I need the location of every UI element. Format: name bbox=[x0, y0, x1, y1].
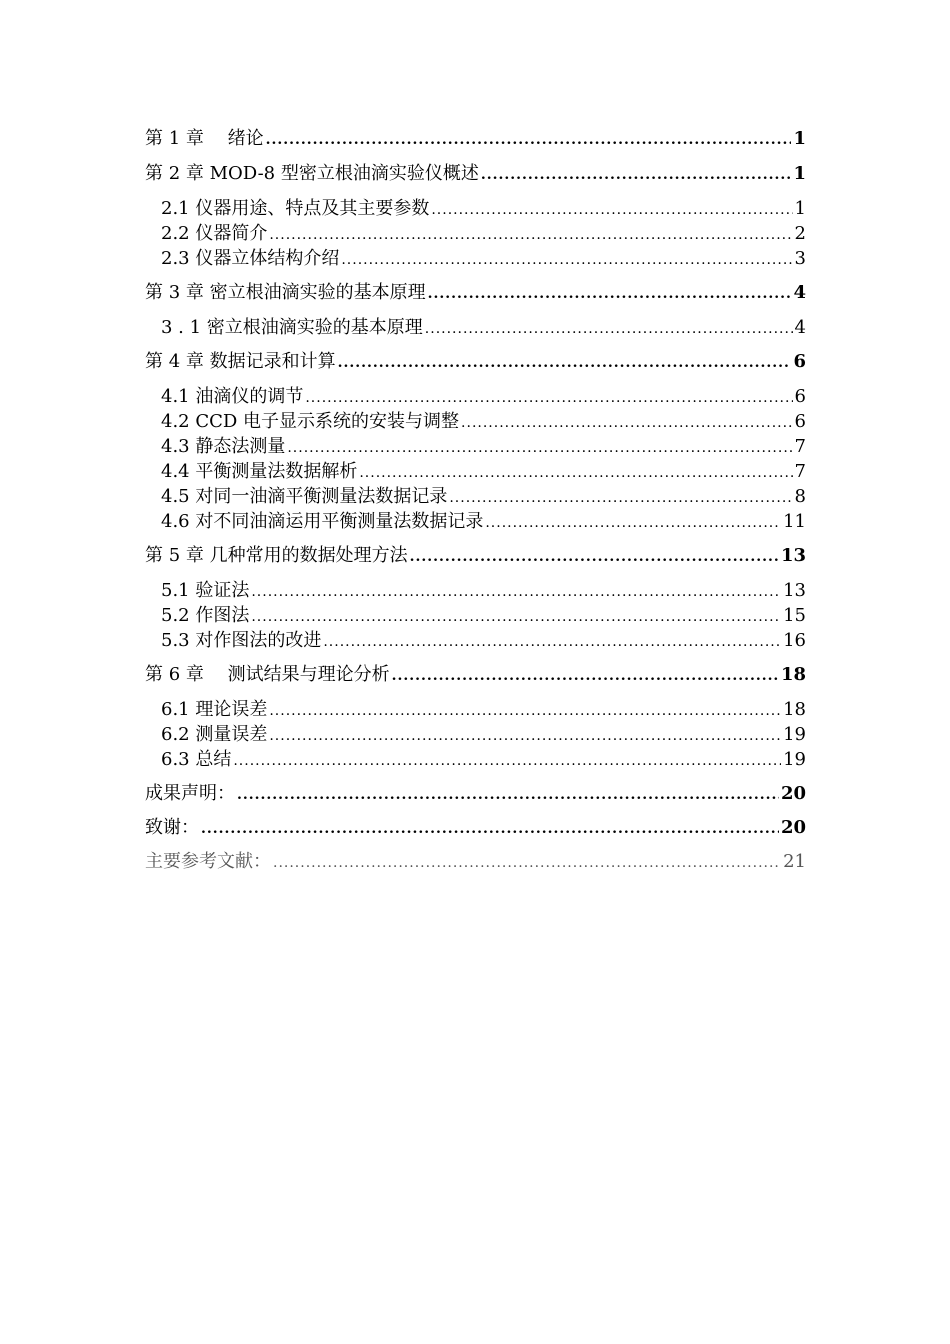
dot-leader bbox=[269, 703, 781, 719]
toc-entry-page: 13 bbox=[780, 545, 806, 566]
dot-leader bbox=[338, 355, 792, 371]
toc-entry-section-3-1[interactable] bbox=[145, 313, 806, 338]
toc-entry-section-4-6[interactable] bbox=[145, 507, 806, 532]
toc-entry-page: 20 bbox=[780, 783, 806, 804]
toc-entry-page: 20 bbox=[780, 817, 806, 838]
toc-entry-chapter-1[interactable] bbox=[145, 124, 806, 149]
toc-entry-page: 8 bbox=[794, 486, 806, 507]
toc-entry-title: 6.1 理论误差 bbox=[161, 699, 268, 720]
toc-entry-page: 18 bbox=[783, 699, 806, 720]
toc-entry-chapter-6[interactable] bbox=[145, 660, 806, 685]
toc-entry-page: 2 bbox=[794, 223, 806, 244]
dot-leader bbox=[305, 390, 792, 406]
toc-entry-page: 4 bbox=[794, 317, 806, 338]
toc-entry-section-4-2[interactable] bbox=[145, 407, 806, 432]
toc-entry-page: 6 bbox=[794, 411, 806, 432]
toc-entry-chapter-4[interactable] bbox=[145, 347, 806, 372]
toc-entry-title: 第 3 章 密立根油滴实验的基本原理 bbox=[145, 282, 426, 303]
toc-entry-page: 6 bbox=[794, 386, 806, 407]
dot-leader bbox=[251, 584, 781, 600]
dot-leader bbox=[485, 515, 781, 531]
toc-entry-page: 13 bbox=[783, 580, 806, 601]
dot-leader bbox=[273, 855, 781, 871]
toc-entry-chapter-5[interactable] bbox=[145, 541, 806, 566]
toc-entry-title: 5.1 验证法 bbox=[161, 580, 250, 601]
toc-entry-page: 1 bbox=[794, 198, 806, 219]
toc-entry-page: 3 bbox=[794, 248, 806, 269]
toc-entry-title: 第 2 章 MOD-8 型密立根油滴实验仪概述 bbox=[145, 163, 479, 184]
toc-entry-page: 11 bbox=[783, 511, 806, 532]
toc-entry-section-4-5[interactable] bbox=[145, 482, 806, 507]
dot-leader bbox=[392, 668, 779, 684]
toc-entry-section-5-2[interactable] bbox=[145, 601, 806, 626]
dot-leader bbox=[251, 609, 781, 625]
toc-entry-title: 4.3 静态法测量 bbox=[161, 436, 286, 457]
dot-leader bbox=[461, 415, 793, 431]
toc-entry-page: 4 bbox=[793, 282, 806, 303]
dot-leader bbox=[287, 440, 792, 456]
dot-leader bbox=[269, 227, 792, 243]
toc-entry-section-5-3[interactable] bbox=[145, 626, 806, 651]
toc-entry-title: 4.6 对不同油滴运用平衡测量法数据记录 bbox=[161, 511, 484, 532]
toc-entry-page: 6 bbox=[793, 351, 806, 372]
dot-leader bbox=[341, 252, 792, 268]
toc-entry-title: 4.5 对同一油滴平衡测量法数据记录 bbox=[161, 486, 448, 507]
toc-entry-title: 第 6 章 测试结果与理论分析 bbox=[145, 664, 390, 685]
toc-entry-section-6-1[interactable] bbox=[145, 695, 806, 720]
toc-entry-title: 第 5 章 几种常用的数据处理方法 bbox=[145, 545, 408, 566]
table-of-contents bbox=[145, 124, 806, 872]
toc-entry-title: 6.2 测量误差 bbox=[161, 724, 268, 745]
dot-leader bbox=[269, 728, 781, 744]
toc-entry-section-2-1[interactable] bbox=[145, 194, 806, 219]
toc-entry-section-2-3[interactable] bbox=[145, 244, 806, 269]
toc-entry-title: 3 . 1 密立根油滴实验的基本原理 bbox=[161, 317, 423, 338]
toc-entry-title: 2.2 仪器简介 bbox=[161, 223, 268, 244]
toc-entry-chapter-3[interactable] bbox=[145, 278, 806, 303]
dot-leader bbox=[449, 490, 792, 506]
toc-entry-page: 7 bbox=[794, 436, 806, 457]
toc-entry-section-6-2[interactable] bbox=[145, 720, 806, 745]
toc-entry-page: 1 bbox=[793, 163, 806, 184]
toc-entry-page: 19 bbox=[783, 724, 806, 745]
toc-entry-section-2-2[interactable] bbox=[145, 219, 806, 244]
dot-leader bbox=[237, 787, 779, 803]
toc-entry-title: 致谢： bbox=[145, 817, 199, 838]
dot-leader bbox=[266, 132, 792, 148]
toc-entry-title: 6.3 总结 bbox=[161, 749, 232, 770]
toc-entry-page: 21 bbox=[783, 851, 806, 872]
toc-entry-section-5-1[interactable] bbox=[145, 576, 806, 601]
toc-entry-title: 4.2 CCD 电子显示系统的安装与调整 bbox=[161, 411, 460, 432]
toc-entry-section-6-3[interactable] bbox=[145, 745, 806, 770]
toc-entry-title: 4.1 油滴仪的调节 bbox=[161, 386, 304, 407]
dot-leader bbox=[481, 167, 792, 183]
toc-entry-title: 成果声明： bbox=[145, 783, 235, 804]
toc-entry-page: 15 bbox=[783, 605, 806, 626]
toc-entry-acknowledgements[interactable] bbox=[145, 813, 806, 838]
dot-leader bbox=[323, 634, 781, 650]
toc-entry-title: 5.3 对作图法的改进 bbox=[161, 630, 322, 651]
toc-entry-title: 4.4 平衡测量法数据解析 bbox=[161, 461, 358, 482]
dot-leader bbox=[425, 321, 793, 337]
toc-entry-chapter-2[interactable] bbox=[145, 159, 806, 184]
toc-entry-title: 2.3 仪器立体结构介绍 bbox=[161, 248, 340, 269]
dot-leader bbox=[233, 753, 781, 769]
toc-entry-section-4-1[interactable] bbox=[145, 382, 806, 407]
toc-entry-declaration[interactable] bbox=[145, 779, 806, 804]
dot-leader bbox=[201, 821, 779, 837]
toc-entry-references[interactable] bbox=[145, 847, 806, 872]
toc-entry-page: 1 bbox=[793, 128, 806, 149]
toc-entry-page: 16 bbox=[783, 630, 806, 651]
toc-entry-title: 第 1 章 绪论 bbox=[145, 128, 264, 149]
toc-entry-page: 18 bbox=[780, 664, 806, 685]
toc-entry-title: 第 4 章 数据记录和计算 bbox=[145, 351, 336, 372]
toc-entry-page: 19 bbox=[783, 749, 806, 770]
toc-entry-section-4-3[interactable] bbox=[145, 432, 806, 457]
dot-leader bbox=[431, 202, 792, 218]
dot-leader bbox=[359, 465, 792, 481]
toc-entry-page: 7 bbox=[794, 461, 806, 482]
toc-entry-title: 2.1 仪器用途、特点及其主要参数 bbox=[161, 198, 430, 219]
dot-leader bbox=[410, 549, 779, 565]
toc-entry-section-4-4[interactable] bbox=[145, 457, 806, 482]
toc-entry-title: 5.2 作图法 bbox=[161, 605, 250, 626]
toc-entry-title: 主要参考文献： bbox=[145, 851, 271, 872]
dot-leader bbox=[428, 286, 792, 302]
